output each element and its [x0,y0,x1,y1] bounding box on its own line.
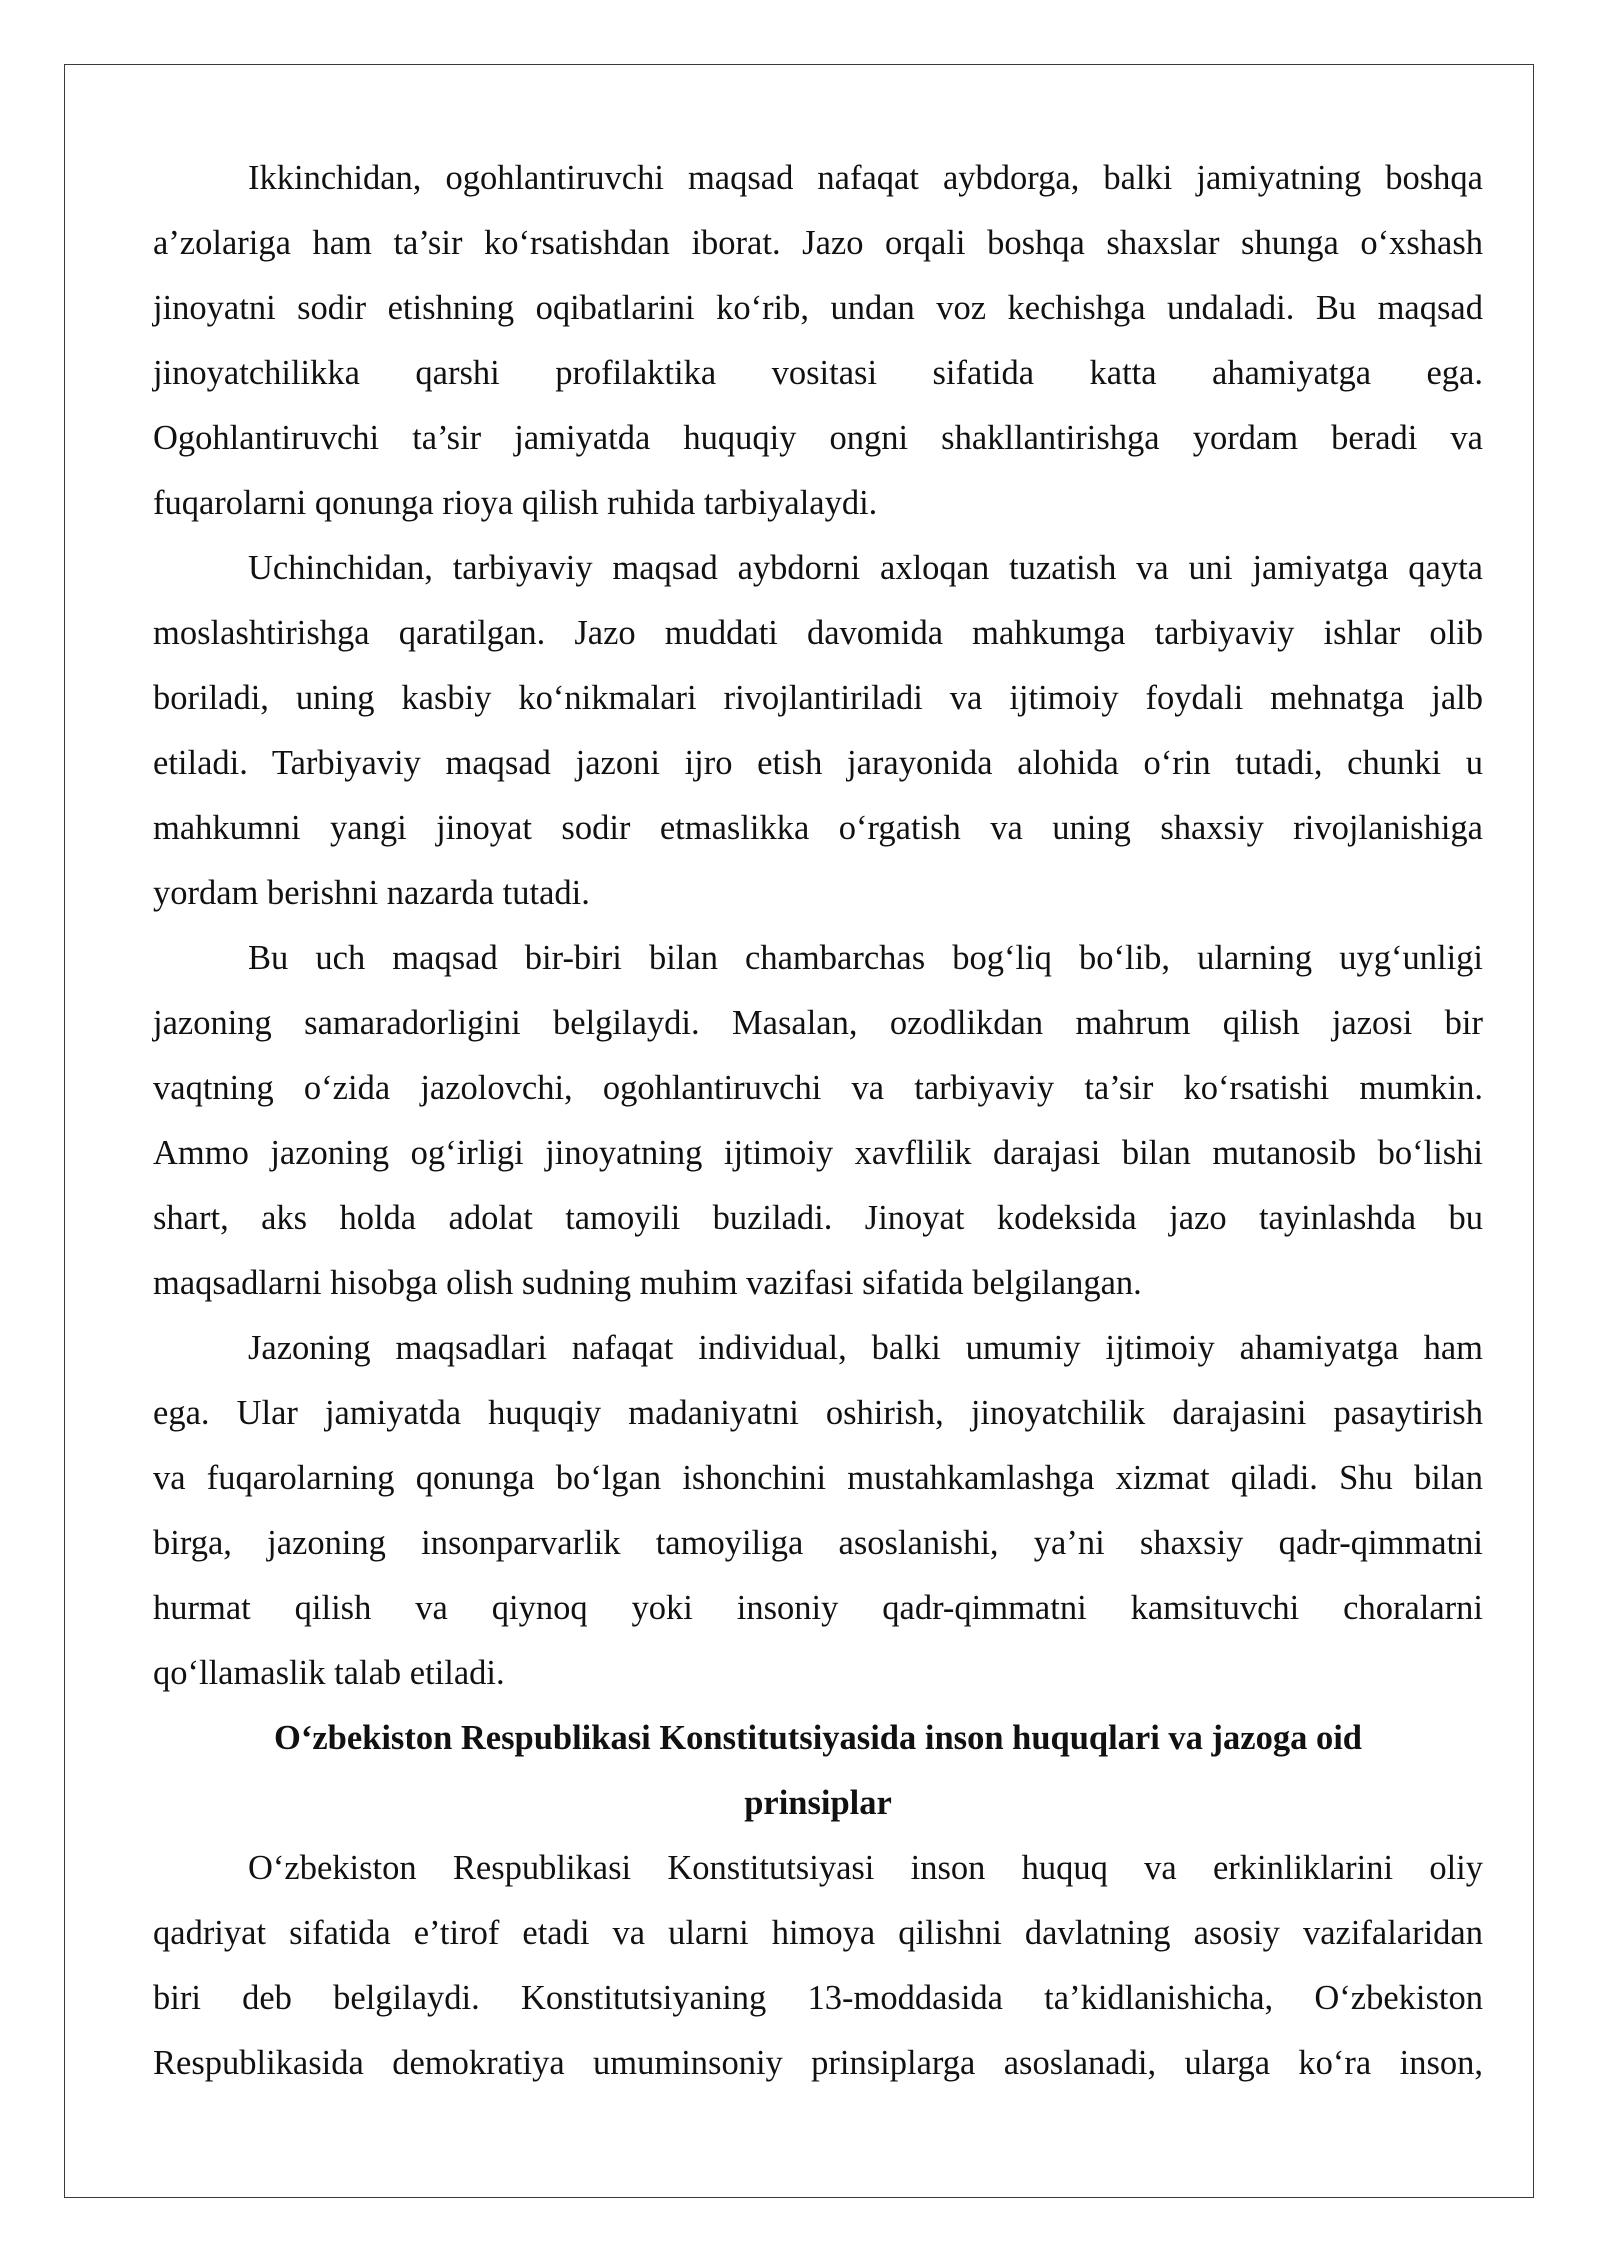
paragraph-maqsadlari [153,1316,1483,1706]
paragraph-konstitutsiya [153,1836,1483,2096]
paragraph-line: fuqarolarni qonunga rioya qilish ruhida tarbiyalaydi. [153,484,878,522]
paragraph-line: hurmat qilish va qiynoq yoki insoniy qadr-qimmatni kamsituvchi choralarni [153,1589,1483,1627]
section-heading-line: O‘zbekiston Respublikasi Konstitutsiyasida inson huquqlari va jazoga oid [274,1719,1362,1757]
paragraph-tarbiyaviy [153,536,1483,926]
paragraph-line: boriladi, uning kasbiy ko‘nikmalari rivojlantiriladi va ijtimoiy foydali mehnatga jalb [153,679,1483,717]
paragraph-line: Bu uch maqsad bir-biri bilan chambarchas bog‘liq bo‘lib, ularning uyg‘unligi [248,939,1483,977]
paragraph-ogohlantiruvchi [153,146,1483,536]
paragraph-line: va fuqarolarning qonunga bo‘lgan ishonchini mustahkamlashga xizmat qiladi. Shu bilan [153,1459,1483,1497]
paragraph-line: a’zolariga ham ta’sir ko‘rsatishdan iborat. Jazo orqali boshqa shaxslar shunga o‘xshash [153,224,1483,262]
paragraph-line: Jazoning maqsadlari nafaqat individual, balki umumiy ijtimoiy ahamiyatga ham [248,1329,1483,1367]
section-heading-line: prinsiplar [744,1784,892,1822]
paragraph-line: qadriyat sifatida e’tirof etadi va ularni himoya qilishni davlatning asosiy vazifalaridan [153,1914,1483,1952]
paragraph-uch-maqsad [153,926,1483,1316]
paragraph-line: yordam berishni nazarda tutadi. [153,874,590,912]
section-heading [153,1706,1483,1836]
paragraph-line: maqsadlarni hisobga olish sudning muhim vazifasi sifatida belgilangan. [153,1264,1142,1302]
paragraph-line: vaqtning o‘zida jazolovchi, ogohlantiruvchi va tarbiyaviy ta’sir ko‘rsatishi mumkin. [153,1069,1483,1107]
paragraph-line: O‘zbekiston Respublikasi Konstitutsiyasi inson huquq va erkinliklarini oliy [248,1849,1483,1887]
paragraph-line: qo‘llamaslik talab etiladi. [153,1654,505,1692]
paragraph-line: birga, jazoning insonparvarlik tamoyiliga asoslanishi, ya’ni shaxsiy qadr-qimmatni [153,1524,1483,1562]
paragraph-line: jazoning samaradorligini belgilaydi. Masalan, ozodlikdan mahrum qilish jazosi bir [153,1004,1483,1042]
paragraph-line: moslashtirishga qaratilgan. Jazo muddati davomida mahkumga tarbiyaviy ishlar olib [153,614,1483,652]
paragraph-line: Ogohlantiruvchi ta’sir jamiyatda huquqiy ongni shakllantirishga yordam beradi va [153,419,1483,457]
paragraph-line: etiladi. Tarbiyaviy maqsad jazoni ijro etish jarayonida alohida o‘rin tutadi, chunki u [153,744,1483,782]
paragraph-line: Uchinchidan, tarbiyaviy maqsad aybdorni axloqan tuzatish va uni jamiyatga qayta [248,549,1483,587]
paragraph-line: Ammo jazoning og‘irligi jinoyatning ijtimoiy xavflilik darajasi bilan mutanosib bo‘lishi [153,1134,1483,1172]
paragraph-line: Ikkinchidan, ogohlantiruvchi maqsad nafaqat aybdorga, balki jamiyatning boshqa [248,159,1483,197]
paragraph-line: jinoyatchilikka qarshi profilaktika vositasi sifatida katta ahamiyatga ega. [153,354,1483,392]
document-body [153,146,1483,2096]
paragraph-line: ega. Ular jamiyatda huquqiy madaniyatni oshirish, jinoyatchilik darajasini pasaytirish [153,1394,1483,1432]
paragraph-line: Respublikasida demokratiya umuminsoniy prinsiplarga asoslanadi, ularga ko‘ra inson, [153,2044,1483,2082]
paragraph-line: biri deb belgilaydi. Konstitutsiyaning 13-moddasida ta’kidlanishicha, O‘zbekiston [153,1979,1483,2017]
paragraph-line: jinoyatni sodir etishning oqibatlarini ko‘rib, undan voz kechishga undaladi. Bu maqsad [153,289,1483,327]
paragraph-line: shart, aks holda adolat tamoyili buziladi. Jinoyat kodeksida jazo tayinlashda bu [153,1199,1483,1237]
paragraph-line: mahkumni yangi jinoyat sodir etmaslikka o‘rgatish va uning shaxsiy rivojlanishiga [153,809,1483,847]
